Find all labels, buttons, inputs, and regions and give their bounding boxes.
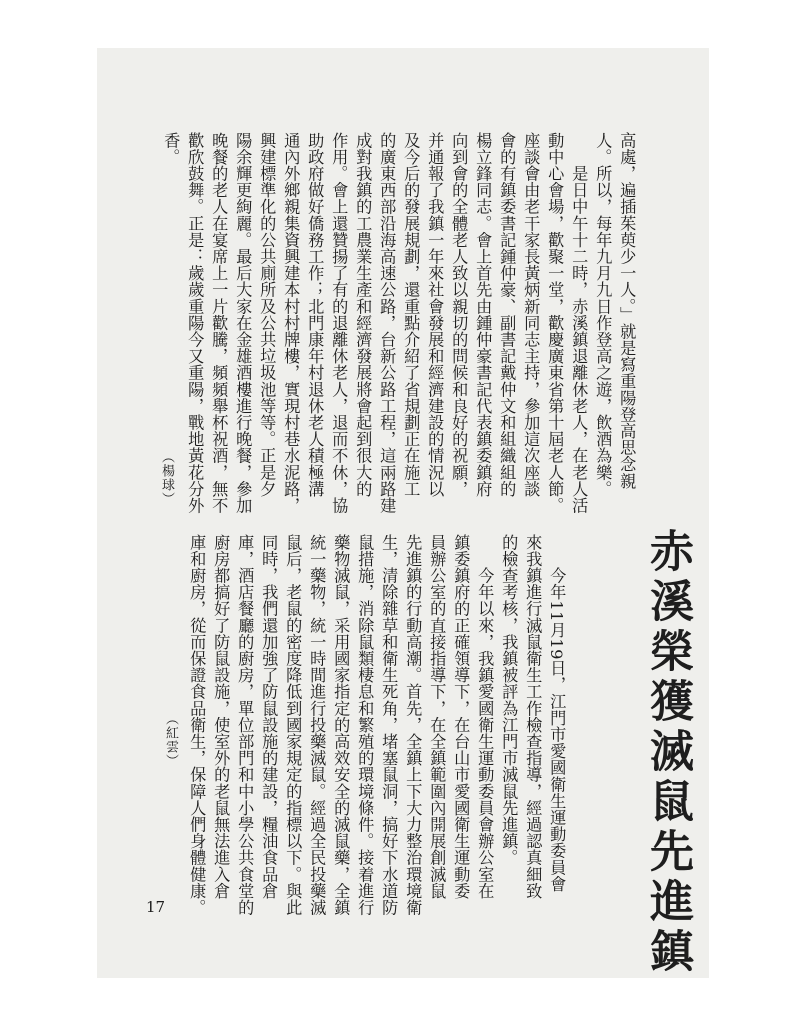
text-column: 歡欣鼓舞。正是：歲歲重陽今又重陽，戰地黃花分外 (185, 132, 205, 514)
text-column: 統一藥物，統一時間進行投藥滅鼠。經過全民投藥滅 (307, 534, 327, 916)
text-column: 晚餐的老人在宴席上一片歡騰，頻頻舉杯祝酒，無不 (209, 132, 229, 514)
text-column: 庫和廚房，從而保證食品衛生，保障人們身體健康。 (187, 534, 207, 916)
author-byline: （紅雲） (163, 712, 178, 768)
text-column: 生，清除雜草和衛生死角，堵塞鼠洞，搞好下水道防 (379, 534, 399, 916)
document-page (97, 48, 709, 978)
text-column: 香。 (161, 132, 181, 166)
text-column: 同時，我們還加強了防鼠設施的建設，糧油食品倉 (259, 534, 279, 900)
text-column: 的廣東西部沿海高速公路，台新公路工程，這兩路建 (377, 132, 397, 514)
text-column: 陽余輝更絢麗。最后大家在金雄酒樓進行晚餐，參加 (233, 132, 253, 514)
text-column: 作用。會上還贊揚了有的退離休老人，退而不休，協 (329, 132, 349, 514)
text-column: 高處，遍插茱萸少一人。」就是寫重陽登高思念親 (617, 132, 637, 490)
text-column: 今年11月19日，江門市愛國衛生運動委員會 (547, 534, 567, 893)
text-column: 員辦公室的直接指導下，在全鎮範圍內開展創滅鼠 (427, 534, 447, 900)
text-column: 人。所以，每年九月九日作登高之遊，飲酒為樂。 (593, 132, 613, 498)
text-column: 鼠后，老鼠的密度降低到國家規定的指標以下。與此 (283, 534, 303, 916)
text-column: 成對我鎮的工農業生產和經濟發展將會起到很大的 (353, 132, 373, 498)
text-column: 藥物滅鼠，采用國家指定的高效安全的滅鼠藥，全鎮 (331, 534, 351, 916)
text-column: 是日中午十二時，赤溪鎮退離休老人，在老人活 (569, 132, 589, 514)
text-column: 向到會的全體老人致以親切的問候和良好的祝願， (449, 132, 469, 498)
text-column: 來我鎮進行滅鼠衛生工作檢查指導，經過認真細致 (523, 534, 543, 900)
text-column: 通內外鄉親集資興建本村村牌樓，實現村巷水泥路， (281, 132, 301, 514)
text-column: 鎮委鎮府的正確領導下，在台山市愛國衛生運動委 (451, 534, 471, 900)
text-column: 并通報了我鎮一年來社會發展和經濟建設的情況以 (425, 132, 445, 498)
text-column: 今年以來，我鎮愛國衛生運動委員會辦公室在 (475, 534, 495, 900)
text-column: 庫，酒店餐廳的廚房，單位部門和中小學公共食堂的 (235, 534, 255, 916)
page-number: 17 (146, 898, 166, 916)
text-column: 座談會由老干家長黃炳新同志主持，參加這次座談 (521, 132, 541, 498)
text-column: 動中心會場，歡聚一堂，歡慶廣東省第十屆老人節。 (545, 132, 565, 514)
article-title: 赤溪榮獲滅鼠先進鎮 (642, 528, 693, 978)
text-column: 的檢查考核，我鎮被評為江門市滅鼠先進鎮。 (499, 534, 519, 866)
text-column: 楊立鋒同志。會上首先由鍾仲豪書記代表鎮委鎮府 (473, 132, 493, 498)
author-byline: （楊球） (159, 450, 174, 506)
text-column: 先進鎮的行動高潮。首先，全鎮上下大力整治環境衛 (403, 534, 423, 916)
text-column: 助政府做好僑務工作；北門康年村退休老人積極溝 (305, 132, 325, 498)
text-column: 廚房都搞好了防鼠設施，使室外的老鼠無法進入倉 (211, 534, 231, 900)
text-column: 及今后的發展規劃，還重點介紹了省規劃正在施工 (401, 132, 421, 498)
text-column: 鼠措施，消除鼠類棲息和繁殖的環境條件。接着進行 (355, 534, 375, 916)
text-column: 會的有鎮委書記鍾仲豪、副書記戴仲文和組織組的 (497, 132, 517, 498)
text-column: 興建標準化的公共廁所及公共垃圾池等等。正是夕 (257, 132, 277, 498)
